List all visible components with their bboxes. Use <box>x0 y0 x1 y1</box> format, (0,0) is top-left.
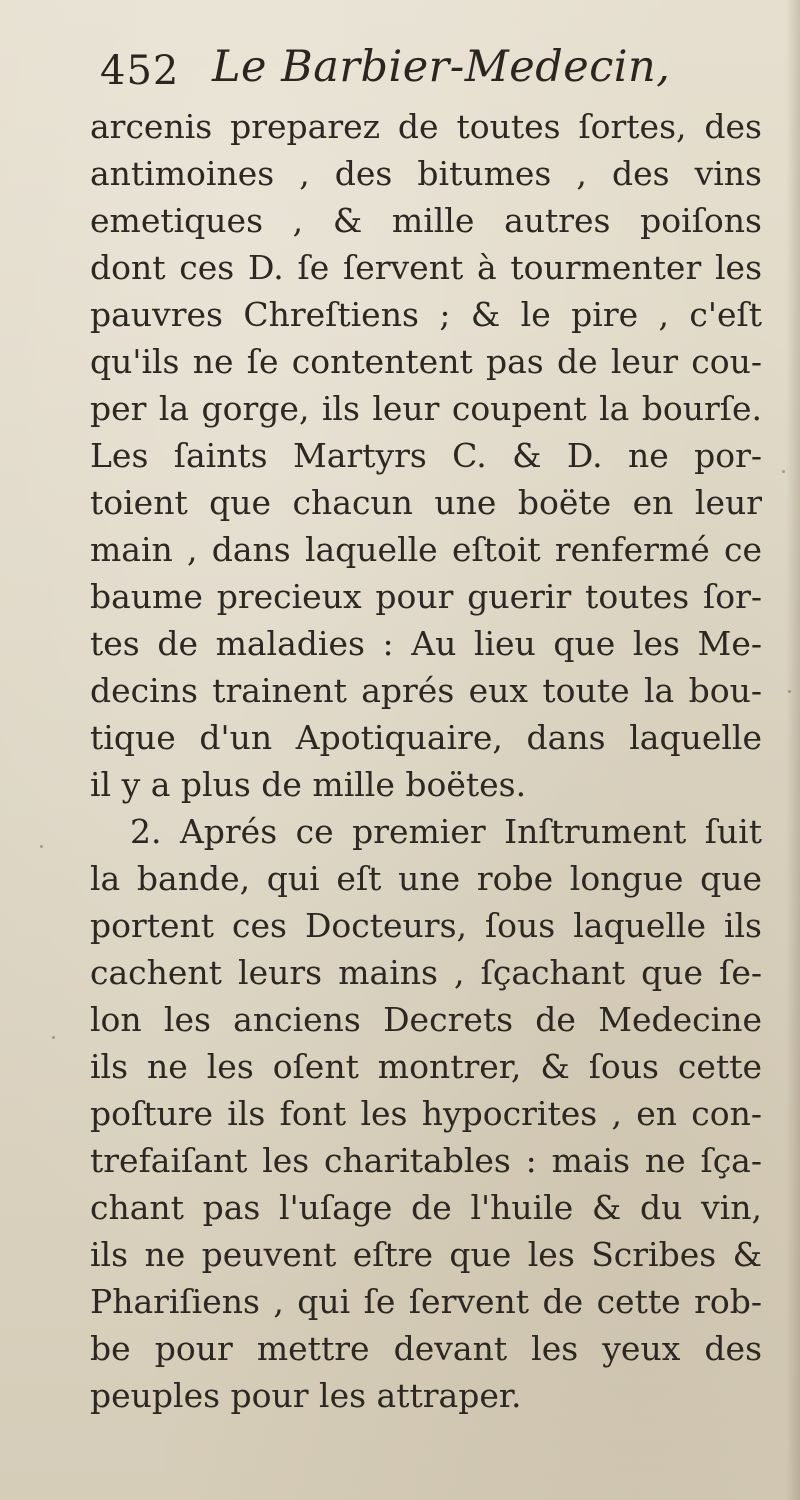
page-number: 452 <box>100 48 180 94</box>
text-line: antimoines , des bitumes , des vins <box>90 154 762 193</box>
text-line: chant pas l'uſage de l'huile & du vin, <box>90 1188 762 1227</box>
page-edge-shadow <box>786 0 800 1500</box>
text-line: la bande, qui eſt une robe longue que <box>90 859 762 898</box>
text-line: Phariſiens , qui ſe ſervent de cette rob- <box>90 1282 762 1321</box>
text-line: tes de maladies : Au lieu que les Me- <box>90 624 762 663</box>
paper-speck <box>52 1036 55 1039</box>
text-line: ils ne les oſent montrer, & ſous cette <box>90 1047 762 1086</box>
text-line: qu'ils ne ſe contentent pas de leur cou- <box>90 342 762 381</box>
paper-speck <box>782 470 785 473</box>
text-line: lon les anciens Decrets de Medecine <box>90 1000 762 1039</box>
text-line: toient que chacun une boëte en leur <box>90 483 762 522</box>
text-line: baume precieux pour guerir toutes ſor- <box>90 577 762 616</box>
text-line: portent ces Docteurs, ſous laquelle ils <box>90 906 762 945</box>
text-line: emetiques , & mille autres poiſons <box>90 201 762 240</box>
body-text <box>90 103 762 1419</box>
text-line: poſture ils font les hypocrites , en con- <box>90 1094 762 1133</box>
text-line: main , dans laquelle eſtoit renfermé ce <box>90 530 762 569</box>
text-line: cachent leurs mains , ſçachant que ſe- <box>90 953 762 992</box>
paragraph-start-line: 2. Aprés ce premier Inſtrument ſuit <box>130 812 762 851</box>
running-head: Le Barbier-Medecin, <box>212 42 671 92</box>
text-line: trefaiſant les charitables : mais ne ſça- <box>90 1141 762 1180</box>
text-line: peuples pour les attraper. <box>90 1376 522 1415</box>
paper-speck <box>788 690 791 693</box>
text-line: ils ne peuvent eſtre que les Scribes & <box>90 1235 762 1274</box>
text-line: pauvres Chreſtiens ; & le pire , c'eſt <box>90 295 762 334</box>
text-line: per la gorge, ils leur coupent la bourſe. <box>90 389 762 428</box>
text-line: be pour mettre devant les yeux des <box>90 1329 762 1368</box>
text-line: il y a plus de mille boëtes. <box>90 765 527 804</box>
text-line: tique d'un Apotiquaire, dans laquelle <box>90 718 762 757</box>
page-header <box>100 42 700 102</box>
text-line: arcenis preparez de toutes ſortes, des <box>90 107 762 146</box>
text-line: Les ſaints Martyrs C. & D. ne por- <box>90 436 762 475</box>
paper-speck <box>40 845 43 848</box>
text-line: decins trainent aprés eux toute la bou- <box>90 671 762 710</box>
text-line: dont ces D. ſe ſervent à tourmenter les <box>90 248 762 287</box>
